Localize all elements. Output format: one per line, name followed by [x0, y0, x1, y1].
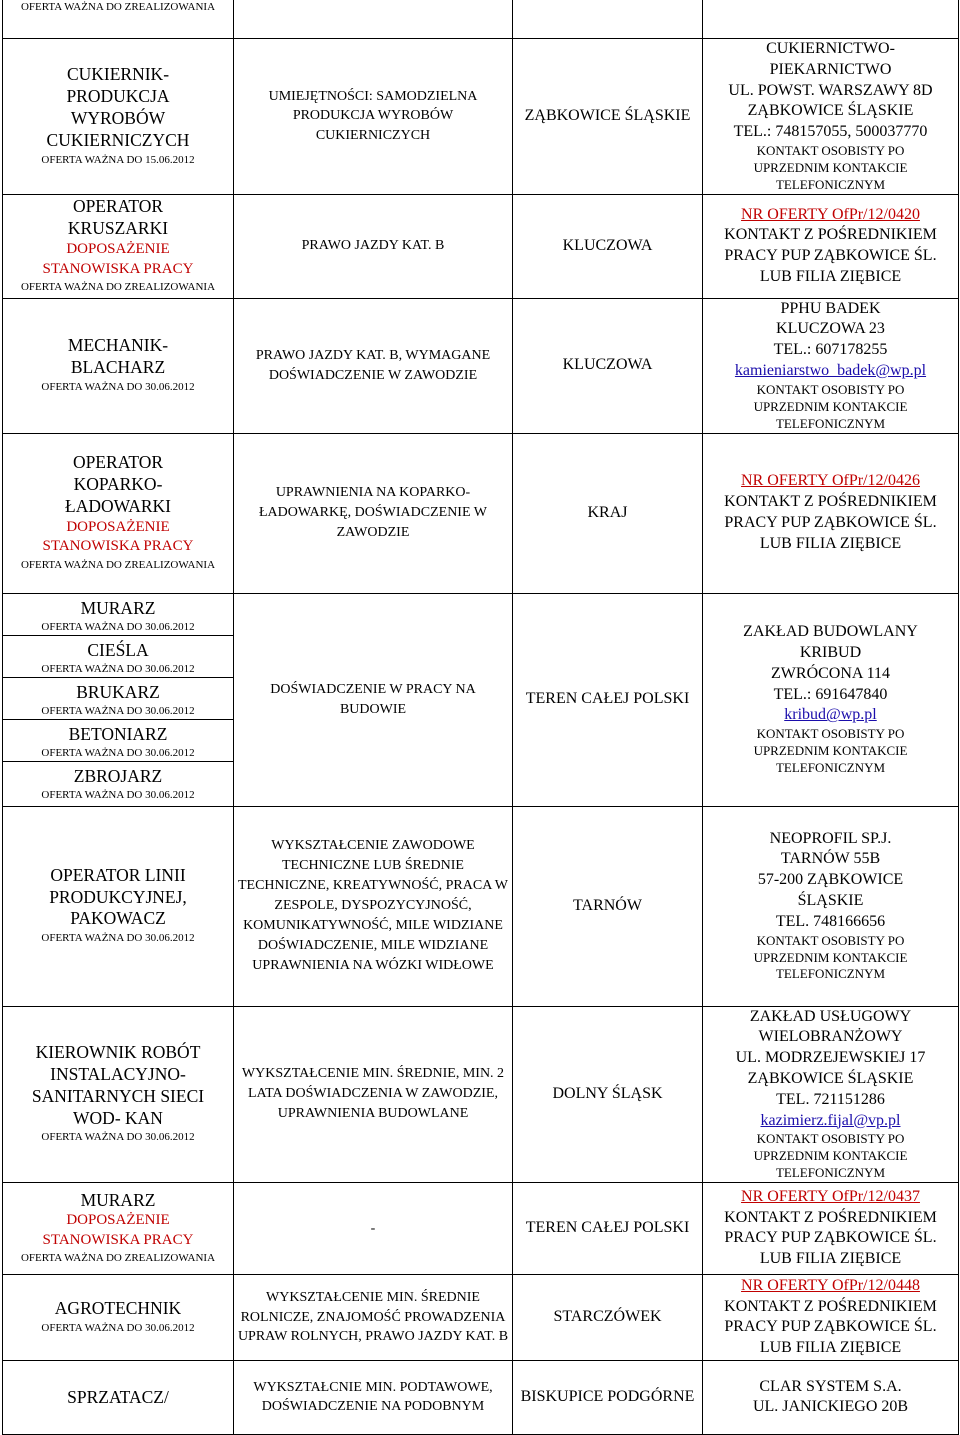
- contact-note: TELEFONICZNYM: [775, 176, 886, 192]
- job-title-cell: [3, 1360, 234, 1434]
- contact-line: ZAKŁAD BUDOWLANY: [743, 623, 918, 641]
- job-subentry: [3, 636, 233, 678]
- job-title-line: ŁADOWARKI: [65, 495, 171, 516]
- job-title: BRUKARZ: [76, 681, 160, 702]
- job-title-line: WOD- KAN: [73, 1107, 163, 1128]
- job-title-line: KIEROWNIK ROBÓT: [35, 1041, 201, 1062]
- requirements-text: WYKSZTAŁCENIE ZAWODOWE TECHNICZNE LUB ŚREDNIE TECHNICZNE, KREATYWNOŚĆ, PRACA W ZESPOLE, DYSPOZYCYJNOŚĆ, KOMUNIKATYWNOŚĆ, MILE WIDZIANE DOŚWIADCZENIE, MILE WIDZIANE UPRAWNIENIA NA WÓZKI WIDŁOWE: [237, 838, 509, 973]
- contact-line: PRACY PUP ZĄBKOWICE ŚL.: [724, 247, 937, 265]
- job-title-line: MURARZ: [80, 1189, 156, 1210]
- subsidy-note: DOPOSAŻENIE: [66, 1212, 170, 1229]
- contact-note: TELEFONICZNYM: [775, 759, 886, 775]
- table-row: [3, 433, 959, 593]
- location-text: KLUCZOWA: [562, 236, 653, 254]
- job-title-line: INSTALACYJNO-: [50, 1063, 186, 1084]
- requirements-cell: [234, 0, 513, 39]
- job-title-cell: [3, 433, 234, 593]
- job-title-line: SANITARNYCH SIECI: [31, 1085, 205, 1106]
- contact-cell: [703, 1360, 959, 1434]
- job-title-line: BLACHARZ: [70, 357, 166, 378]
- job-subentry: [3, 720, 233, 762]
- job-title: CIEŚLA: [87, 639, 149, 660]
- location-cell: [513, 39, 703, 195]
- contact-line: KONTAKT Z POŚREDNIKIEM: [724, 1297, 937, 1315]
- location-cell: [513, 1274, 703, 1360]
- contact-line: KONTAKT Z POŚREDNIKIEM: [724, 1208, 937, 1226]
- table-row: [3, 194, 959, 298]
- contact-line: ZAKŁAD USŁUGOWY: [749, 1007, 912, 1025]
- job-title-cell: [3, 1006, 234, 1182]
- job-title-line: OPERATOR LINII: [50, 864, 186, 885]
- contact-line: TEL. 748166656: [775, 912, 886, 930]
- requirements-cell: [234, 298, 513, 433]
- contact-line: ZĄBKOWICE ŚLĄSKIE: [747, 1069, 914, 1087]
- contact-line: 57-200 ZĄBKOWICE: [757, 871, 904, 889]
- location-text: KRAJ: [587, 503, 628, 521]
- contact-cell: [703, 806, 959, 1006]
- requirements-text: WYKSZTAŁCNIE MIN. PODTAWOWE, DOŚWIADCZENIE NA PODOBNYM: [253, 1379, 493, 1415]
- job-title-cell: [3, 194, 234, 298]
- job-title: MURARZ: [80, 597, 156, 618]
- location-text: KLUCZOWA: [562, 356, 653, 374]
- contact-cell: [703, 593, 959, 806]
- location-cell: [513, 1360, 703, 1434]
- email-link[interactable]: kamieniarstwo_badek@wp.pl: [734, 362, 927, 380]
- contact-line: PRACY PUP ZĄBKOWICE ŚL.: [724, 1229, 937, 1247]
- job-title-cell: [3, 806, 234, 1006]
- job-title-cell: [3, 593, 234, 806]
- location-text: DOLNY ŚLĄSK: [552, 1084, 663, 1102]
- table-row: [3, 1360, 959, 1434]
- offer-validity: OFERTA WAŻNA DO 30.06.2012: [41, 621, 195, 634]
- contact-line: LUB FILIA ZIĘBICE: [759, 267, 902, 285]
- location-cell: [513, 0, 703, 39]
- offer-validity: OFERTA WAŻNA DO ZREALIZOWANIA: [20, 1252, 216, 1265]
- location-text: ZĄBKOWICE ŚLĄSKIE: [524, 106, 691, 124]
- contact-line: LUB FILIA ZIĘBICE: [759, 1339, 902, 1357]
- contact-note: KONTAKT OSOBISTY PO: [756, 726, 905, 742]
- contact-line: PRACY PUP ZĄBKOWICE ŚL.: [724, 1318, 937, 1336]
- job-subentry: [3, 762, 233, 806]
- requirements-cell: [234, 1006, 513, 1182]
- contact-line: TEL.: 748157055, 500037770: [733, 123, 928, 141]
- contact-note: TELEFONICZNYM: [775, 966, 886, 982]
- offer-validity: OFERTA WAŻNA DO 15.06.2012: [41, 153, 195, 166]
- offer-validity: OFERTA WAŻNA DO 30.06.2012: [41, 663, 195, 676]
- location-cell: [513, 1182, 703, 1274]
- contact-line: ZĄBKOWICE ŚLĄSKIE: [747, 102, 914, 120]
- job-title-cell: [3, 298, 234, 433]
- contact-note: KONTAKT OSOBISTY PO: [756, 381, 905, 397]
- job-offers-table: [2, 0, 959, 1435]
- requirements-text: UMIEJĘTNOŚCI: SAMODZIELNA PRODUKCJA WYROBÓW CUKIERNICZYCH: [268, 88, 478, 144]
- table-row: [3, 39, 959, 195]
- offer-validity: OFERTA WAŻNA DO ZREALIZOWANIA: [20, 281, 216, 293]
- contact-line: TEL.: 691647840: [773, 685, 888, 703]
- job-title-line: KOPARKO-: [73, 474, 163, 495]
- offer-validity: OFERTA WAŻNA DO 30.06.2012: [41, 789, 195, 802]
- contact-note: UPRZEDNIM KONTAKCIE: [753, 159, 908, 175]
- requirements-text: PRAWO JAZDY KAT. B, WYMAGANE DOŚWIADCZENIE W ZAWODZIE: [255, 347, 491, 383]
- contact-cell: [703, 1274, 959, 1360]
- location-text: BISKUPICE PODGÓRNE: [520, 1388, 695, 1406]
- job-title-cell: [3, 0, 234, 39]
- offer-validity: OFERTA WAŻNA DO 30.06.2012: [41, 747, 195, 760]
- table-row: [3, 593, 959, 806]
- requirements-text: PRAWO JAZDY KAT. B: [301, 238, 445, 254]
- contact-line: WIELOBRANŻOWY: [758, 1028, 903, 1046]
- table-row: [3, 298, 959, 433]
- job-title-line: PRODUKCJA: [66, 85, 170, 106]
- contact-line: NEOPROFIL SP.J.: [769, 829, 892, 847]
- offer-validity: OFERTA WAŻNA DO 30.06.2012: [41, 932, 195, 945]
- table-row: [3, 806, 959, 1006]
- location-text: TEREN CAŁEJ POLSKI: [525, 690, 690, 708]
- job-title: BETONIARZ: [68, 723, 168, 744]
- contact-line: LUB FILIA ZIĘBICE: [759, 1250, 902, 1268]
- offer-number-link[interactable]: NR OFERTY OfPr/12/0448: [741, 1276, 920, 1294]
- table-row: [3, 0, 959, 39]
- offer-validity: OFERTA WAŻNA DO 30.06.2012: [41, 380, 195, 393]
- offer-validity: OFERTA WAŻNA DO 30.06.2012: [41, 1321, 195, 1334]
- contact-line: CLAR SYSTEM S.A.: [759, 1377, 902, 1395]
- requirements-cell: [234, 39, 513, 195]
- contact-cell: [703, 194, 959, 298]
- contact-cell: [703, 39, 959, 195]
- requirements-cell: [234, 1182, 513, 1274]
- requirements-cell: [234, 593, 513, 806]
- requirements-text: WYKSZTAŁCENIE MIN. ŚREDNIE, MIN. 2 LATA DOŚWIADCZENIA W ZAWODZIE, UPRAWNIENIA BUDOWLANE: [241, 1066, 505, 1122]
- contact-note: UPRZEDNIM KONTAKCIE: [753, 1148, 908, 1164]
- subsidy-note: STANOWISKA PRACY: [42, 1231, 194, 1248]
- location-text: STARCZÓWEK: [553, 1308, 662, 1326]
- requirements-text: DOŚWIADCZENIE W PRACY NA BUDOWIE: [270, 681, 476, 717]
- requirements-cell: [234, 1274, 513, 1360]
- offer-number-link[interactable]: NR OFERTY OfPr/12/0426: [741, 472, 920, 490]
- email-link[interactable]: kribud@wp.pl: [784, 706, 877, 724]
- location-cell: [513, 593, 703, 806]
- contact-note: UPRZEDNIM KONTAKCIE: [753, 398, 908, 414]
- table-row: [3, 1006, 959, 1182]
- job-title-line: WYROBÓW: [70, 107, 166, 128]
- email-link[interactable]: kazimierz.fijal@vp.pl: [760, 1111, 901, 1129]
- location-text: TARNÓW: [573, 896, 642, 914]
- contact-line: KLUCZOWA 23: [776, 320, 885, 338]
- requirements-cell: [234, 433, 513, 593]
- contact-note: TELEFONICZNYM: [775, 415, 886, 431]
- job-title-line: SPRZATACZ/: [67, 1386, 169, 1407]
- contact-note: KONTAKT OSOBISTY PO: [756, 932, 905, 948]
- job-title-line: PRODUKCYJNEJ,: [49, 886, 187, 907]
- contact-line: KONTAKT Z POŚREDNIKIEM: [724, 493, 937, 511]
- location-text: TEREN CAŁEJ POLSKI: [525, 1219, 690, 1237]
- contact-note: UPRZEDNIM KONTAKCIE: [753, 743, 908, 759]
- job-title-line: KRUSZARKI: [67, 218, 169, 239]
- location-cell: [513, 298, 703, 433]
- contact-line: TEL.: 607178255: [773, 341, 888, 359]
- contact-cell: [703, 433, 959, 593]
- location-cell: [513, 194, 703, 298]
- contact-cell: [703, 1182, 959, 1274]
- offer-validity: OFERTA WAŻNA DO 30.06.2012: [41, 705, 195, 718]
- requirements-cell: [234, 1360, 513, 1434]
- requirements-text: UPRAWNIENIA NA KOPARKO-ŁADOWARKĘ, DOŚWIADCZENIE W ZAWODZIE: [259, 485, 487, 540]
- offer-validity: OFERTA WAŻNA DO 30.06.2012: [41, 1131, 195, 1144]
- job-title-line: MECHANIK-: [67, 335, 169, 356]
- requirements-cell: [234, 806, 513, 1006]
- job-title-line: CUKIERNICZYCH: [46, 129, 190, 150]
- table-row: [3, 1274, 959, 1360]
- contact-line: UL. MODRZEJEWSKIEJ 17: [735, 1049, 926, 1067]
- contact-line: ZWRÓCONA 114: [771, 664, 890, 682]
- contact-cell: [703, 1006, 959, 1182]
- contact-note: UPRZEDNIM KONTAKCIE: [753, 949, 908, 965]
- job-title-cell: [3, 1274, 234, 1360]
- job-title-cell: [3, 39, 234, 195]
- contact-line: CUKIERNICTWO-PIEKARNICTWO: [766, 40, 895, 78]
- offer-number-link[interactable]: NR OFERTY OfPr/12/0420: [741, 205, 920, 223]
- subsidy-note: STANOWISKA PRACY: [42, 538, 194, 555]
- requirements-text: WYKSZTAŁCENIE MIN. ŚREDNIE ROLNICZE, ZNAJOMOŚĆ PROWADZENIA UPRAW ROLNYCH, PRAWO JAZDY KAT. B: [237, 1289, 509, 1345]
- contact-line: KRIBUD: [799, 643, 862, 661]
- location-cell: [513, 1006, 703, 1182]
- contact-line: TEL. 721151286: [776, 1090, 885, 1108]
- contact-line: KONTAKT Z POŚREDNIKIEM: [724, 226, 937, 244]
- job-title-line: OPERATOR: [72, 452, 164, 473]
- job-title-line: OPERATOR: [72, 196, 164, 217]
- contact-line: ŚLĄSKIE: [797, 892, 864, 910]
- contact-cell: [703, 0, 959, 39]
- contact-line: UL. POWST. WARSZAWY 8D: [728, 81, 933, 99]
- contact-line: TARNÓW 55B: [780, 850, 881, 868]
- subsidy-note: DOPOSAŻENIE: [66, 518, 170, 535]
- contact-cell: [703, 298, 959, 433]
- contact-line: UL. JANICKIEGO 20B: [752, 1398, 909, 1416]
- subsidy-note: STANOWISKA PRACY: [42, 260, 194, 277]
- subsidy-note: DOPOSAŻENIE: [66, 241, 170, 257]
- contact-line: PRACY PUP ZĄBKOWICE ŚL.: [724, 514, 937, 532]
- contact-note: TELEFONICZNYM: [775, 1165, 886, 1181]
- contact-note: KONTAKT OSOBISTY PO: [756, 142, 905, 158]
- table-row: [3, 1182, 959, 1274]
- job-title-line: AGROTECHNIK: [54, 1298, 182, 1318]
- job-title-line: PAKOWACZ: [70, 908, 166, 929]
- location-cell: [513, 433, 703, 593]
- requirements-text: -: [370, 1220, 376, 1236]
- contact-line: LUB FILIA ZIĘBICE: [759, 534, 902, 552]
- contact-note: KONTAKT OSOBISTY PO: [756, 1131, 905, 1147]
- contact-line: PPHU BADEK: [780, 299, 881, 317]
- offer-validity: OFERTA WAŻNA DO ZREALIZOWANIA: [20, 1, 216, 13]
- offer-validity: OFERTA WAŻNA DO ZREALIZOWANIA: [20, 558, 216, 571]
- requirements-cell: [234, 194, 513, 298]
- offer-number-link[interactable]: NR OFERTY OfPr/12/0437: [741, 1187, 920, 1205]
- job-subentry: [3, 678, 233, 720]
- location-cell: [513, 806, 703, 1006]
- job-title-line: CUKIERNIK-: [66, 64, 170, 85]
- job-subentry: [3, 594, 233, 636]
- job-title: ZBROJARZ: [73, 765, 163, 786]
- job-title-cell: [3, 1182, 234, 1274]
